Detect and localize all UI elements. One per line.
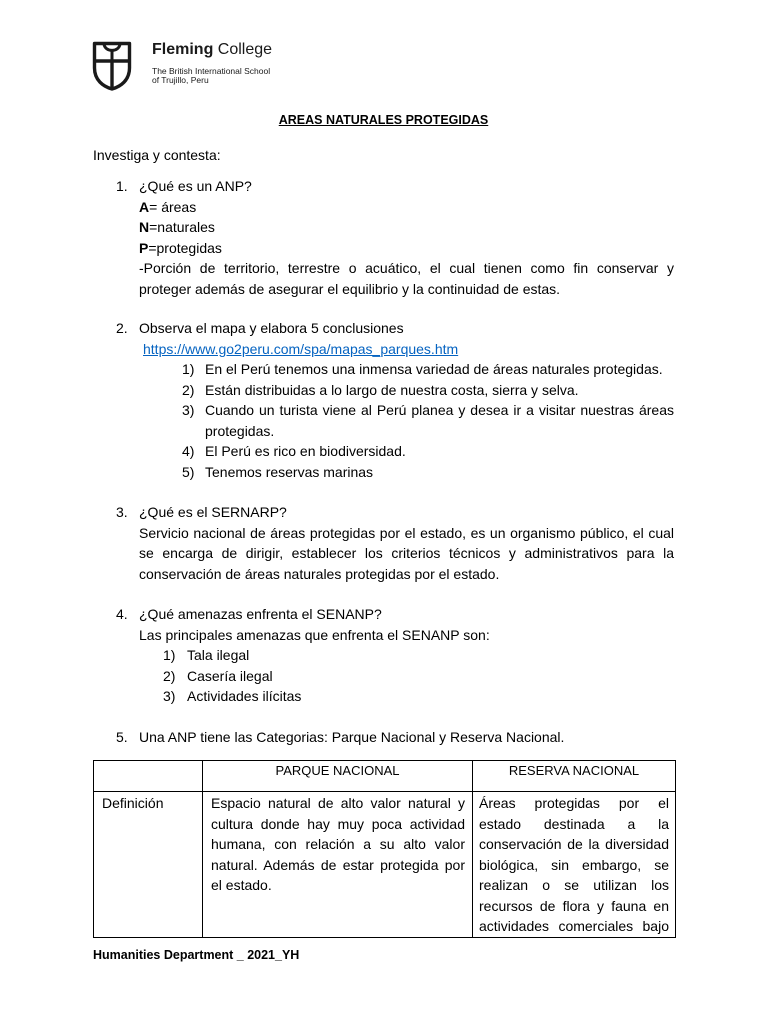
parque-nacional-definition-cell — [203, 792, 473, 938]
answer-line — [93, 523, 674, 544]
question-number: 4. — [116, 606, 128, 622]
acronym-letter: A — [139, 198, 150, 215]
question-text: ¿Qué amenazas enfrenta el SENANP? — [139, 606, 382, 622]
list-item-text: Tenemos reservas marinas — [205, 463, 374, 480]
question-5 — [93, 727, 674, 748]
cell-text-line: natural. Además de estar protegida por — [211, 856, 465, 873]
question-text: ¿Qué es el SERNARP? — [139, 504, 287, 520]
question-text: ¿Qué es un ANP? — [139, 178, 252, 194]
question-line — [93, 604, 674, 625]
list-item-number: 2) — [163, 667, 176, 684]
question-number: 3. — [116, 504, 128, 520]
cell-text-line: cultura donde hay muy poca actividad — [211, 815, 465, 832]
answer-text: proteger además de asegurar el equilibrio y la continuidad de estas. — [139, 280, 561, 297]
answer-line — [93, 564, 674, 585]
map-parks-link[interactable]: https://www.go2peru.com/spa/mapas_parques.htm — [143, 340, 459, 357]
acronym-letter: N — [139, 219, 150, 235]
list-item-number: 1) — [163, 647, 176, 663]
cell-text-line: Áreas protegidas por el — [479, 795, 669, 811]
school-name-bold: Fleming — [152, 41, 214, 58]
list-item-text: protegidas. — [205, 422, 275, 439]
answer-line — [93, 543, 674, 564]
table-row — [94, 792, 676, 938]
list-item — [93, 686, 674, 707]
question-line — [93, 318, 674, 339]
list-item — [93, 645, 674, 666]
page-footer: Humanities Department _ 2021_YH — [93, 948, 300, 962]
answer-text: se encarga de dirigir, establecer los criterios técnicos y administrativos para la — [139, 545, 674, 561]
cell-text-line: humana, con relación a su alto valor — [211, 836, 465, 852]
table-header-parque-nacional: PARQUE NACIONAL — [203, 761, 473, 792]
list-item — [93, 380, 674, 401]
list-item — [93, 462, 674, 483]
acronym-line-p — [93, 238, 674, 259]
cell-text-line: Espacio natural de alto valor natural y — [211, 795, 465, 811]
cell-text-line: conservación de la diversidad — [479, 836, 669, 852]
list-item-number: 1) — [182, 361, 195, 377]
acronym-meaning: = áreas — [149, 198, 197, 215]
link-line — [93, 339, 674, 360]
list-item-text: Tala ilegal — [187, 647, 250, 663]
list-item-line — [93, 359, 674, 380]
question-line — [93, 176, 674, 197]
list-item-line — [93, 400, 674, 421]
table-header-reserva-nacional: RESERVA NACIONAL — [473, 761, 676, 792]
cell-text-line: recursos de flora y fauna en — [479, 897, 669, 914]
acronym-letter: P — [139, 239, 149, 256]
list-item-number: 3) — [182, 402, 195, 418]
answer-text: Servicio nacional de áreas protegidas por el estado, es un organismo público, el cual — [139, 524, 674, 541]
question-line — [93, 727, 674, 748]
answer-text: -Porción de territorio, terrestre o acuático, el cual tienen como fin conservar y — [139, 260, 674, 276]
question-text: Observa el mapa y elabora 5 conclusiones — [139, 320, 404, 336]
question-text: Una ANP tiene las Categorias: Parque Nacional y Reserva Nacional. — [139, 729, 565, 745]
list-item — [93, 666, 674, 687]
list-item-text: Casería ilegal — [187, 667, 273, 684]
cell-text-line: estado destinada a la — [479, 815, 669, 832]
question-number: 5. — [116, 729, 128, 745]
list-item-text: Cuando un turista viene al Perú planea y desea ir a visitar nuestras áreas — [205, 402, 674, 418]
acronym-meaning: =protegidas — [148, 239, 222, 256]
acronym-entry — [139, 238, 674, 259]
question-number: 1. — [116, 178, 128, 194]
cell-text-line: el estado. — [211, 877, 272, 893]
list-item-text: El Perú es rico en biodiversidad. — [205, 443, 406, 459]
school-shield-logo-icon — [92, 41, 132, 91]
school-name — [152, 40, 272, 60]
question-number: 2. — [116, 320, 128, 336]
answer-line — [93, 625, 674, 646]
list-item-text: Están distribuidas a lo largo de nuestra costa, sierra y selva. — [205, 381, 579, 398]
reserva-nacional-definition-cell — [473, 792, 676, 938]
row-label-definicion: Definición — [102, 795, 164, 811]
table-header-row — [94, 761, 676, 792]
answer-line — [93, 279, 674, 300]
list-item-number: 4) — [182, 443, 195, 459]
list-item-line — [93, 421, 674, 442]
list-item-number: 3) — [163, 688, 176, 704]
list-item-line — [93, 462, 674, 483]
answer-text: conservación de áreas naturales protegidas por el estado. — [139, 565, 500, 582]
cell-text-line: realizan o se utilizan los — [479, 877, 669, 893]
table-header-empty-cell — [94, 761, 203, 792]
school-subtitle-line-1: The British International School — [152, 66, 271, 76]
question-4 — [93, 604, 674, 707]
answer-intro-text: Las principales amenazas que enfrenta el SENANP son: — [139, 626, 490, 643]
question-line — [93, 502, 674, 523]
list-item-line — [93, 380, 674, 401]
answer-line — [93, 258, 674, 279]
list-item — [93, 441, 674, 462]
list-item-text: En el Perú tenemos una inmensa variedad de áreas naturales protegidas. — [205, 361, 663, 377]
question-2 — [93, 318, 674, 482]
acronym-entry — [139, 197, 674, 218]
list-item — [93, 400, 674, 441]
cell-text-line: actividades comerciales bajo — [479, 918, 669, 934]
question-1 — [93, 176, 674, 299]
list-item-text: Actividades ilícitas — [187, 688, 302, 704]
row-label-cell — [94, 792, 203, 938]
instruction-text: Investiga y contesta: — [93, 147, 221, 163]
cell-text-line: biológica, sin embargo, se — [479, 856, 669, 873]
comparison-table — [93, 760, 676, 938]
list-item-number: 2) — [182, 381, 195, 398]
acronym-line-n — [93, 217, 674, 238]
school-subtitle-line-2: of Trujillo, Peru — [152, 74, 209, 85]
list-item-number: 5) — [182, 463, 195, 480]
document-title: AREAS NATURALES PROTEGIDAS — [278, 113, 489, 127]
list-item — [93, 359, 674, 380]
acronym-meaning: =naturales — [149, 219, 215, 235]
question-3 — [93, 502, 674, 584]
list-item-line — [93, 441, 674, 462]
school-name-regular: College — [217, 41, 273, 58]
acronym-line-a — [93, 197, 674, 218]
acronym-entry — [139, 217, 674, 238]
